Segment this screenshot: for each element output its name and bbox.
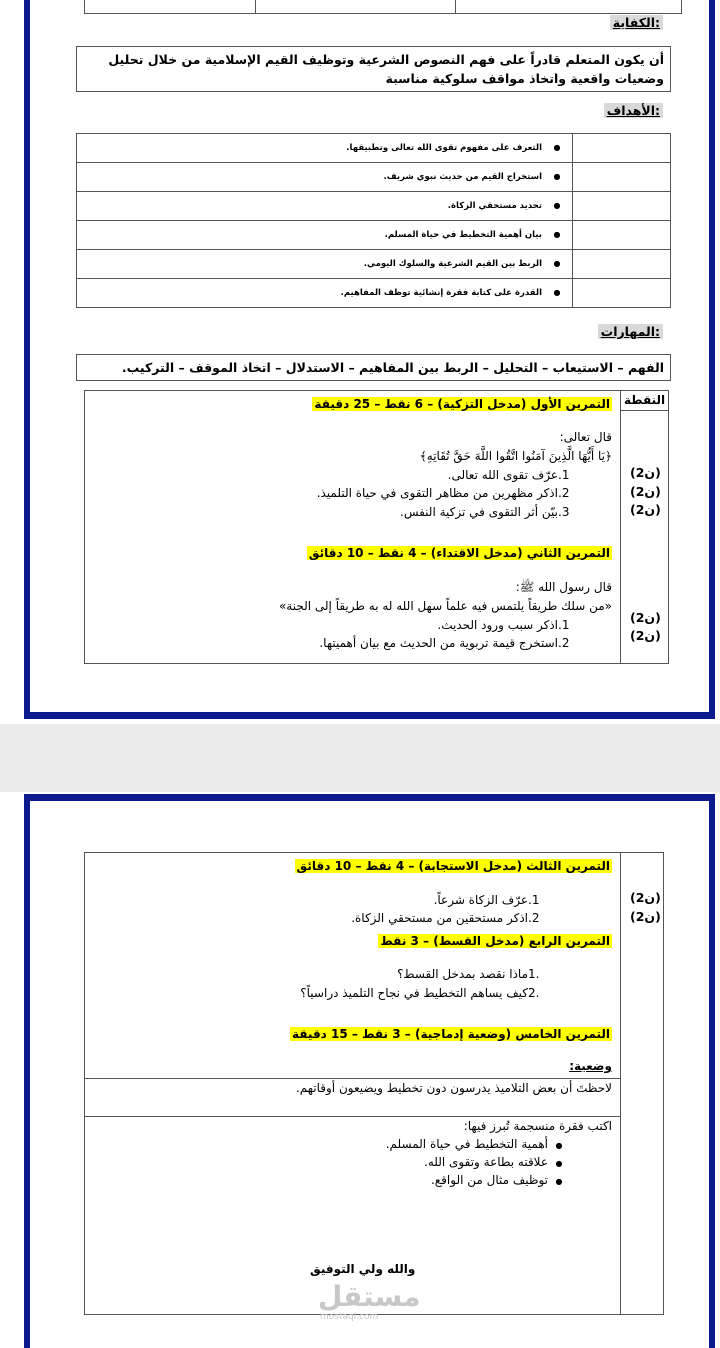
ex1-question: 1.عرّف تقوى الله تعالى. [447, 468, 570, 482]
page-border-bottom [24, 712, 715, 719]
ex5-title: التمرين الخامس (وضعية إدماجية) – 3 نقط – 15 دقيقة [292, 1027, 610, 1041]
ex3-points: (2ن) [630, 890, 661, 905]
ex2-points: (2ن) [630, 610, 661, 625]
ex3-question: 1.عرّف الزكاة شرعاً. [433, 893, 540, 907]
ex4-question: .1ماذا نقصد بمدخل القسط؟ [397, 967, 540, 981]
header-table-remnant [84, 0, 682, 14]
closing-text: والله ولي التوفيق [310, 1262, 416, 1276]
task-bullet: ●أهمية التخطيط في حياة المسلم. [385, 1137, 563, 1151]
objectives-heading: الأهداف: [604, 103, 663, 118]
page-border-right [709, 794, 715, 1348]
task-text: اكتب فقرة منسجمة تُبرز فيها: [463, 1119, 612, 1133]
situation-label: وضعية: [569, 1059, 612, 1073]
page-border-top [24, 794, 715, 801]
skills-heading: المهارات: [598, 324, 663, 339]
watermark-url: mostaql.com [320, 1312, 379, 1322]
watermark-logo: مستقل [318, 1280, 421, 1313]
points-header: النقطة [624, 393, 666, 407]
objective-item: ●استخراج القيم من حديث نبوي شريف. [77, 163, 573, 192]
page-gap [0, 724, 720, 792]
objectives-table [76, 133, 671, 308]
page-border-left [24, 794, 30, 1348]
objective-item: ●التعرف على مفهوم تقوى الله تعالى وتطبيقها. [77, 134, 573, 163]
ex1-question: 3.بيّن أثر التقوى في تزكية النفس. [400, 505, 570, 519]
objective-item: ●تحديد مستحقي الزكاة. [77, 192, 573, 221]
task-bullet: ●علاقته بطاعة وتقوى الله. [424, 1155, 563, 1169]
ex2-question: 2.استخرج قيمة تربوية من الحديث مع بيان أهميتها. [319, 636, 570, 650]
page-border-left [24, 0, 30, 712]
ex4-title: التمرين الرابع (مدخل القسط) – 3 نقط [380, 934, 610, 948]
ex1-points: (2ن) [630, 465, 661, 480]
ex2-hadith: «من سلك طريقاً يلتمس فيه علماً سهل الله له به طريقاً إلى الجنة» [278, 599, 612, 613]
ex2-title: التمرين الثاني (مدخل الاقتداء) – 4 نقط – 10 دقائق [308, 546, 610, 560]
ex2-points: (2ن) [630, 628, 661, 643]
ex1-verse: ﴿يَا أَيُّهَا الَّذِينَ آمَنُوا اتَّقُوا اللَّهَ حَقَّ تُقَاتِهِ﴾ [419, 449, 612, 463]
kafaya-text: أن يكون المتعلم قادراً على فهم النصوص الشرعية وتوظيف القيم الإسلامية من خلال تحليل وضعيات واقعية واتخاذ مواقف سلوكية مناسبة [108, 52, 664, 86]
skills-box [76, 354, 671, 381]
ex3-points: (2ن) [630, 909, 661, 924]
objective-item: ●الربط بين القيم الشرعية والسلوك اليومي. [77, 250, 573, 279]
objective-item: ●بيان أهمية التخطيط في حياة المسلم. [77, 221, 573, 250]
ex3-question: 2.اذكر مستحقين من مستحقي الزكاة. [351, 911, 540, 925]
objective-item: ●القدرة على كتابة فقرة إنشائية توظف المفاهيم. [77, 279, 573, 308]
kafaya-box [76, 46, 671, 92]
ex1-title: التمرين الأول (مدخل التزكية) – 6 نقط – 25 دقيقة [314, 397, 610, 411]
ex1-question: 2.اذكر مظهرين من مظاهر التقوى في حياة التلميذ. [316, 486, 570, 500]
ex1-points: (2ن) [630, 484, 661, 499]
ex2-question: 1.اذكر سبب ورود الحديث. [437, 618, 570, 632]
ex1-points: (2ن) [630, 502, 661, 517]
ex1-intro: قال تعالى: [559, 430, 612, 444]
task-bullet: ●توظيف مثال من الواقع. [430, 1173, 563, 1187]
ex3-title: التمرين الثالث (مدخل الاستجابة) – 4 نقط – 10 دقائق [296, 859, 610, 873]
ex2-intro: قال رسول الله ﷺ: [515, 580, 612, 594]
page-border-right [709, 0, 715, 712]
ex4-question: .2كيف يساهم التخطيط في نجاح التلميذ دراسياً؟ [300, 986, 540, 1000]
kafaya-heading: الكفاية: [610, 15, 663, 30]
skills-text: الفهم – الاستيعاب – التحليل – الربط بين المفاهيم – الاستدلال – اتخاذ الموقف – التركيب. [121, 360, 664, 375]
situation-text: لاحظتَ أن بعض التلاميذ يدرسون دون تخطيط ويضيعون أوقاتهم. [295, 1081, 612, 1095]
